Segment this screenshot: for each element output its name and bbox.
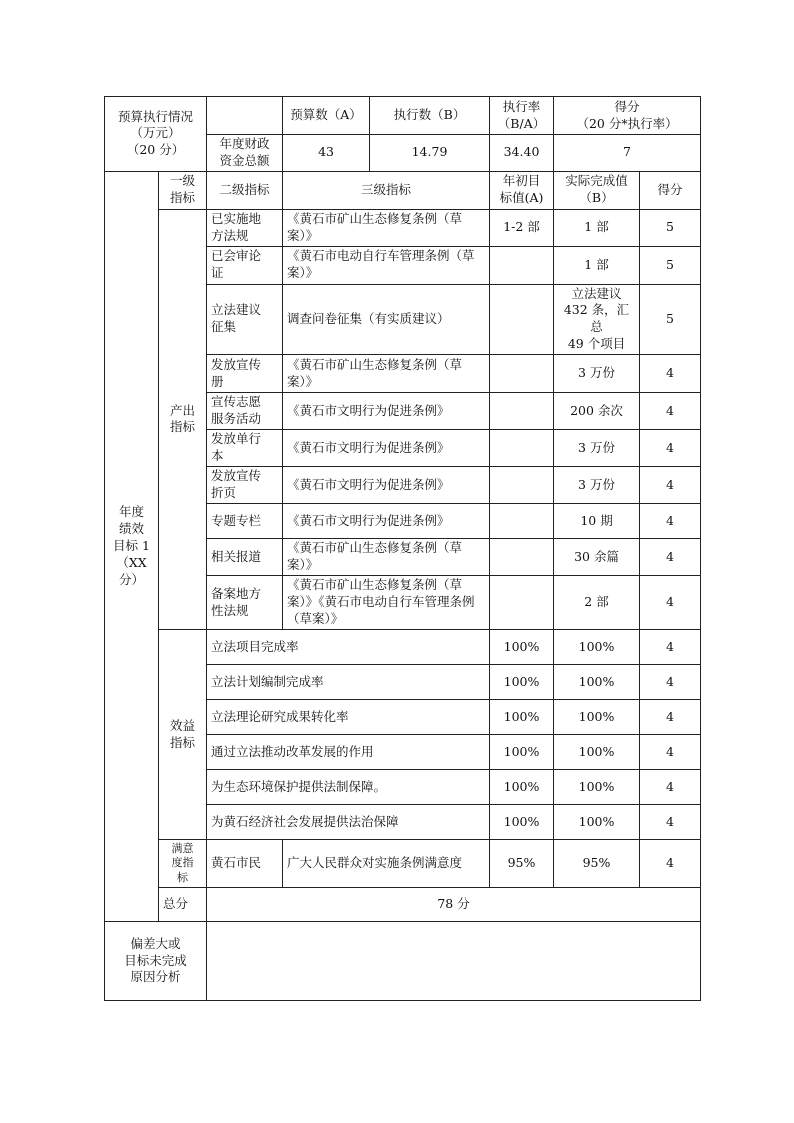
actual-cell: 95% xyxy=(554,840,640,888)
header-level2: 二级指标 xyxy=(207,171,283,209)
actual-cell: 3 万份 xyxy=(554,430,640,467)
level3-cell: 《黄石市矿山生态修复条例（草案）》 xyxy=(283,209,490,246)
budget-label: 预算执行情况 （万元） （20 分） xyxy=(105,97,207,172)
target-cell xyxy=(490,430,554,467)
exec-value: 14.79 xyxy=(370,135,490,172)
score-cell: 4 xyxy=(640,840,701,888)
level2-cell: 已会审论 证 xyxy=(207,246,283,284)
level3-cell: 《黄石市文明行为促进条例》 xyxy=(283,430,490,467)
actual-cell: 3 万份 xyxy=(554,467,640,504)
score-cell: 5 xyxy=(640,246,701,284)
score-cell: 4 xyxy=(640,539,701,576)
target-cell: 100% xyxy=(490,665,554,700)
score-cell: 4 xyxy=(640,576,701,630)
level2-cell: 备案地方 性法规 xyxy=(207,576,283,630)
level3-cell: 《黄石市电动自行车管理条例（草案）》 xyxy=(283,246,490,284)
deviation-label: 偏差大或 目标未完成 原因分析 xyxy=(105,922,207,1001)
level2-cell: 立法建议 征集 xyxy=(207,284,283,355)
score-cell: 4 xyxy=(640,770,701,805)
actual-cell: 1 部 xyxy=(554,209,640,246)
score-cell: 4 xyxy=(640,504,701,539)
target-cell xyxy=(490,284,554,355)
actual-cell: 1 部 xyxy=(554,246,640,284)
target-cell: 100% xyxy=(490,735,554,770)
target-cell: 1-2 部 xyxy=(490,209,554,246)
header-score: 得分 xyxy=(640,171,701,209)
benefit-label: 效益 指标 xyxy=(159,630,207,840)
satisfaction-row xyxy=(105,840,701,888)
actual-cell: 100% xyxy=(554,805,640,840)
level3-cell: 《黄石市文明行为促进条例》 xyxy=(283,393,490,430)
level3-cell: 《黄石市矿山生态修复条例（草案）》 xyxy=(283,539,490,576)
satisfaction-label: 满意 度指 标 xyxy=(159,840,207,888)
score-cell: 4 xyxy=(640,430,701,467)
deviation-row xyxy=(105,922,701,1001)
benefit-item-cell: 为黄石经济社会发展提供法治保障 xyxy=(207,805,490,840)
target-cell: 95% xyxy=(490,840,554,888)
budget-header-exec: 执行数（B） xyxy=(370,97,490,135)
target-cell: 100% xyxy=(490,770,554,805)
goal-label: 年度 绩效 目标 1 （XX 分） xyxy=(105,171,159,921)
level2-cell: 发放单行 本 xyxy=(207,430,283,467)
target-cell xyxy=(490,246,554,284)
level2-cell: 相关报道 xyxy=(207,539,283,576)
actual-cell: 2 部 xyxy=(554,576,640,630)
level2-cell: 专题专栏 xyxy=(207,504,283,539)
actual-cell: 100% xyxy=(554,735,640,770)
actual-cell: 10 期 xyxy=(554,504,640,539)
level2-cell: 宣传志愿 服务活动 xyxy=(207,393,283,430)
actual-cell: 100% xyxy=(554,700,640,735)
level2-cell: 发放宣传 折页 xyxy=(207,467,283,504)
budget-score-value: 7 xyxy=(554,135,701,172)
table-row xyxy=(105,630,701,665)
level3-cell: 《黄石市文明行为促进条例》 xyxy=(283,467,490,504)
score-cell: 4 xyxy=(640,700,701,735)
actual-cell: 3 万份 xyxy=(554,355,640,393)
level2-cell: 黄石市民 xyxy=(207,840,283,888)
level3-cell: 《黄石市矿山生态修复条例（草案）》 xyxy=(283,355,490,393)
total-value: 78 分 xyxy=(207,888,701,922)
score-cell: 4 xyxy=(640,467,701,504)
actual-cell: 立法建议 432 条，汇总 49 个项目 xyxy=(554,284,640,355)
header-level3: 三级指标 xyxy=(283,171,490,209)
benefit-item-cell: 立法理论研究成果转化率 xyxy=(207,700,490,735)
budget-header-rate: 执行率 （B/A） xyxy=(490,97,554,135)
benefit-item-cell: 立法计划编制完成率 xyxy=(207,665,490,700)
total-label: 总分 xyxy=(159,888,207,922)
score-cell: 4 xyxy=(640,355,701,393)
budget-empty-cell xyxy=(207,97,283,135)
target-cell xyxy=(490,467,554,504)
score-cell: 4 xyxy=(640,735,701,770)
level3-cell: 《黄石市文明行为促进条例》 xyxy=(283,504,490,539)
actual-cell: 100% xyxy=(554,665,640,700)
target-cell xyxy=(490,576,554,630)
budget-header-row xyxy=(105,97,701,135)
header-target: 年初目 标值(A) xyxy=(490,171,554,209)
target-cell xyxy=(490,393,554,430)
budget-value: 43 xyxy=(283,135,370,172)
level2-cell: 已实施地 方法规 xyxy=(207,209,283,246)
header-level1: 一级 指标 xyxy=(159,171,207,209)
score-cell: 5 xyxy=(640,284,701,355)
total-row xyxy=(105,888,701,922)
actual-cell: 100% xyxy=(554,770,640,805)
budget-header-score: 得分 （20 分*执行率） xyxy=(554,97,701,135)
deviation-value xyxy=(207,922,701,1001)
actual-cell: 100% xyxy=(554,630,640,665)
target-cell: 100% xyxy=(490,700,554,735)
budget-header-budget: 预算数（A） xyxy=(283,97,370,135)
target-cell xyxy=(490,539,554,576)
header-actual: 实际完成值 （B） xyxy=(554,171,640,209)
table-row xyxy=(105,209,701,246)
benefit-item-cell: 为生态环境保护提供法制保障。 xyxy=(207,770,490,805)
target-cell xyxy=(490,504,554,539)
goal-header-row xyxy=(105,171,701,209)
score-cell: 4 xyxy=(640,805,701,840)
rate-value: 34.40 xyxy=(490,135,554,172)
score-cell: 4 xyxy=(640,630,701,665)
level3-cell: 广大人民群众对实施条例满意度 xyxy=(283,840,490,888)
level3-cell: 调查问卷征集（有实质建议） xyxy=(283,284,490,355)
score-cell: 4 xyxy=(640,665,701,700)
actual-cell: 200 余次 xyxy=(554,393,640,430)
performance-table xyxy=(104,96,701,1001)
budget-row-label: 年度财政 资金总额 xyxy=(207,135,283,172)
actual-cell: 30 余篇 xyxy=(554,539,640,576)
level2-cell: 发放宣传 册 xyxy=(207,355,283,393)
level3-cell: 《黄石市矿山生态修复条例（草案）》《黄石市电动自行车管理条例（草案）》 xyxy=(283,576,490,630)
target-cell xyxy=(490,355,554,393)
output-label: 产出 指标 xyxy=(159,209,207,629)
score-cell: 5 xyxy=(640,209,701,246)
benefit-item-cell: 通过立法推动改革发展的作用 xyxy=(207,735,490,770)
target-cell: 100% xyxy=(490,630,554,665)
score-cell: 4 xyxy=(640,393,701,430)
target-cell: 100% xyxy=(490,805,554,840)
benefit-item-cell: 立法项目完成率 xyxy=(207,630,490,665)
